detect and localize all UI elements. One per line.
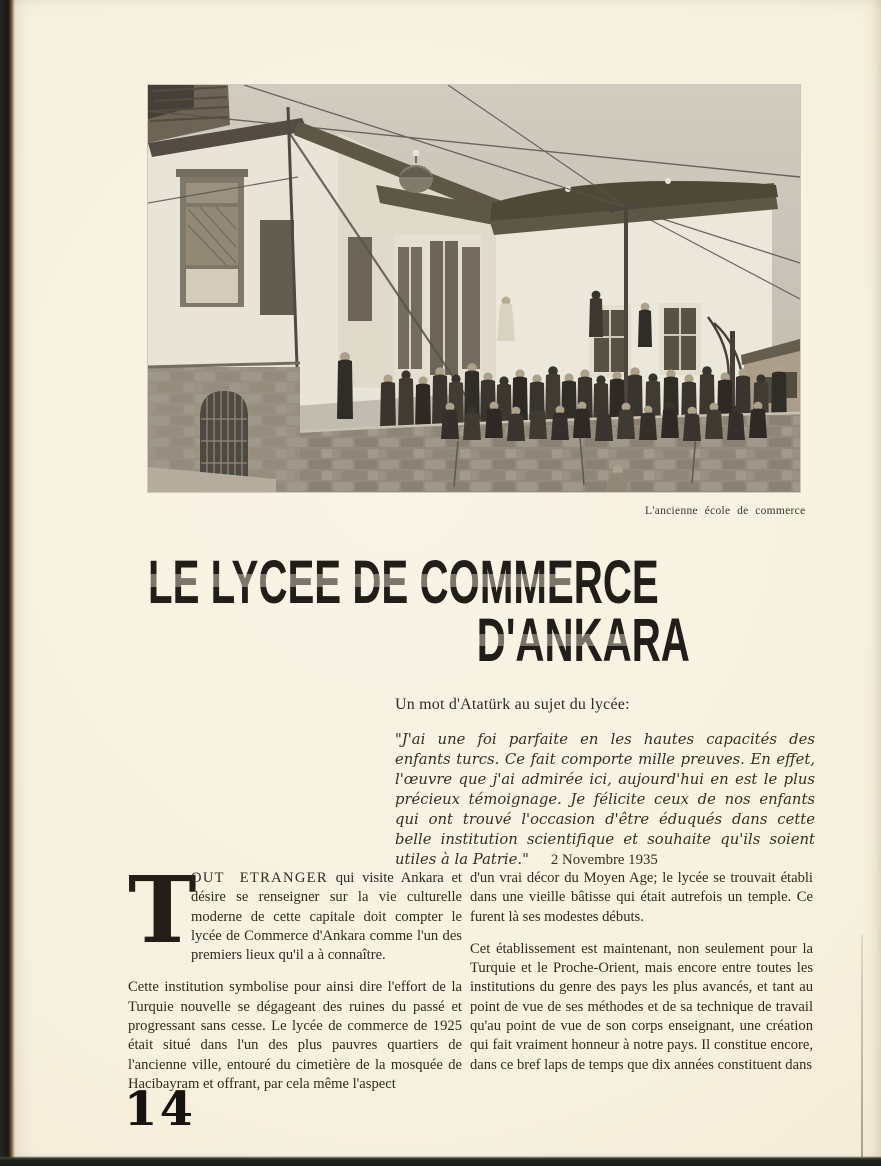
paragraph-3: d'un vrai décor du Moyen Age; le lycée se trouvait établi dans une vieille bâtisse qui était autrefois un temple. Ce furent là ses modestes débuts. — [470, 870, 813, 925]
photo-tone-overlay — [148, 85, 800, 492]
page-title-line1: LE LYCEE DE COMMERCE — [148, 548, 659, 616]
page-number: 14 — [124, 1082, 196, 1137]
article-column-right — [470, 869, 813, 1088]
paragraph-1-text: qui visite Ankara et désire se renseigner sur la vie culturelle moderne de cette capitale doit compter le lycée de Commerce d'Ankara comme l'un des premiers lieux qu'il a à connaître. — [191, 870, 462, 964]
quote-date: 2 Novembre 1935 — [550, 852, 658, 868]
paragraph-2: Cette institution symbolise pour ainsi dire l'effort de la Turquie nouvelle se dégageant des ruines du passé et progressant sans cesse. Le lycée de commerce de 1925 était situé dans l'un des plus pauvres quartiers de l'ancienne ville, entouré du cimetière de la mosquée de Hacibayram et offrant, par cela même l'aspect — [128, 979, 462, 1092]
quote-text: "J'ai une foi parfaite en les hautes capacités des enfants turcs. Ce fait comporte mille preuves. En effet, l'œuvre que j'ai admirée ici, aujourd'hui en est le plus précieux témoignage. Je félicite ceux de nos enfants qui ont trouvé l'occasion d'être éduqués dans cette belle institution scientifique et souhaite qu'ils soient utiles à la Patrie." — [395, 731, 815, 868]
page-title-line2: D'ANKARA — [476, 606, 690, 674]
page-crease — [861, 935, 863, 1157]
ataturk-quote — [395, 730, 815, 870]
paragraph-1-lead: OUT ETRANGER — [191, 870, 328, 886]
intro-line: Un mot d'Atatürk au sujet du lycée: — [395, 696, 630, 713]
school-photo-illustration — [148, 85, 800, 492]
paragraph-4: Cet établissement est maintenant, non seulement pour la Turquie et le Proche-Orient, mais encore entre toutes les institutions du genre des pays les plus avancés, et tant au point de vue de ses méthodes et de sa technique de travail qu'au point de vue de son corps enseignant, une création qui fait vraiment honneur à notre pays. Il constitue encore, dans ce bref laps de temps que dix années constituent dans — [470, 940, 813, 1073]
binding-edge — [0, 0, 15, 1166]
page-title — [148, 548, 690, 677]
school-photo — [148, 85, 800, 492]
article-column-left — [128, 856, 462, 1107]
photo-caption: L'ancienne école de commerce — [645, 505, 806, 517]
drop-cap: T — [128, 856, 197, 964]
paragraph-1 — [128, 856, 462, 965]
bottom-scan-edge — [0, 1156, 881, 1166]
